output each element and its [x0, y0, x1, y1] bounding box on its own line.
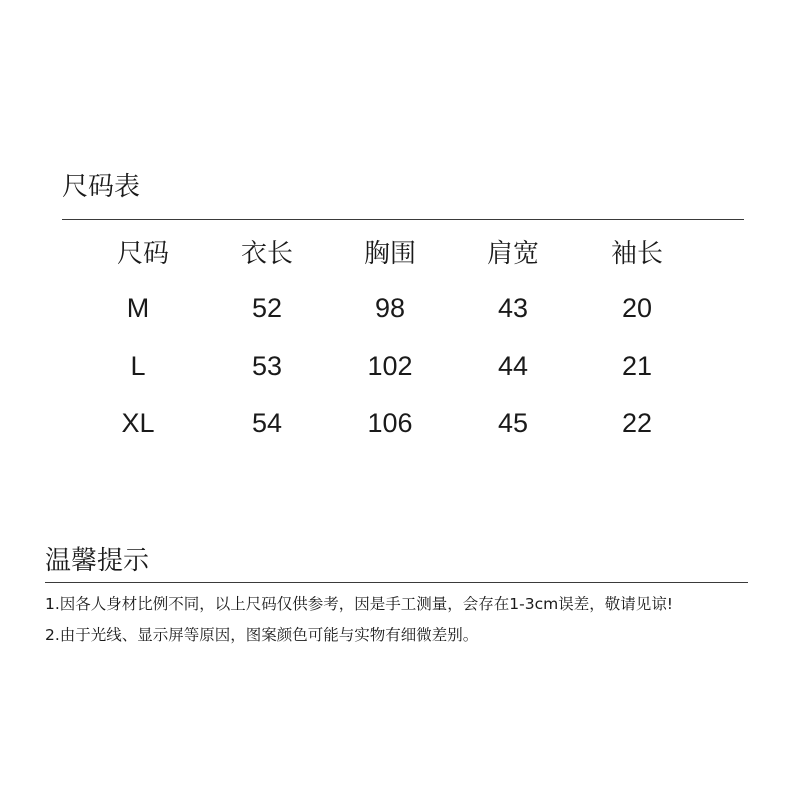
table-header-length: 衣长: [240, 239, 294, 269]
table-header-chest: 胸围: [363, 239, 417, 269]
tips-title: 温馨提示: [45, 546, 150, 576]
table-cell-length: 54: [251, 408, 283, 438]
table-cell-length: 52: [251, 293, 283, 323]
table-header-sleeve: 袖长: [610, 239, 664, 269]
table-cell-size: L: [130, 351, 146, 381]
table-cell-sleeve: 22: [621, 408, 653, 438]
table-cell-size: M: [126, 293, 150, 323]
table-cell-shoulder: 44: [497, 351, 529, 381]
table-cell-sleeve: 20: [621, 293, 653, 323]
table-header-size: 尺码: [116, 239, 170, 269]
tips-notes: [45, 597, 785, 658]
table-cell-length: 53: [251, 351, 283, 381]
table-header-shoulder: 肩宽: [486, 239, 540, 269]
table-cell-shoulder: 43: [497, 293, 529, 323]
table-cell-shoulder: 45: [497, 408, 529, 438]
table-cell-chest: 98: [374, 293, 406, 323]
table-cell-chest: 102: [367, 351, 413, 381]
table-cell-size: XL: [121, 408, 155, 438]
tip-note-1: 1.因各人身材比例不同，以上尺码仅供参考，因是手工测量，会存在1-3cm误差，敬请见谅!: [45, 595, 673, 613]
table-cell-sleeve: 21: [621, 351, 653, 381]
size-chart-title: 尺码表: [62, 172, 141, 202]
tips-divider: [45, 582, 748, 583]
tip-note-2: 2.由于光线、显示屏等原因，图案颜色可能与实物有细微差别。: [45, 625, 479, 644]
table-cell-chest: 106: [367, 408, 413, 438]
